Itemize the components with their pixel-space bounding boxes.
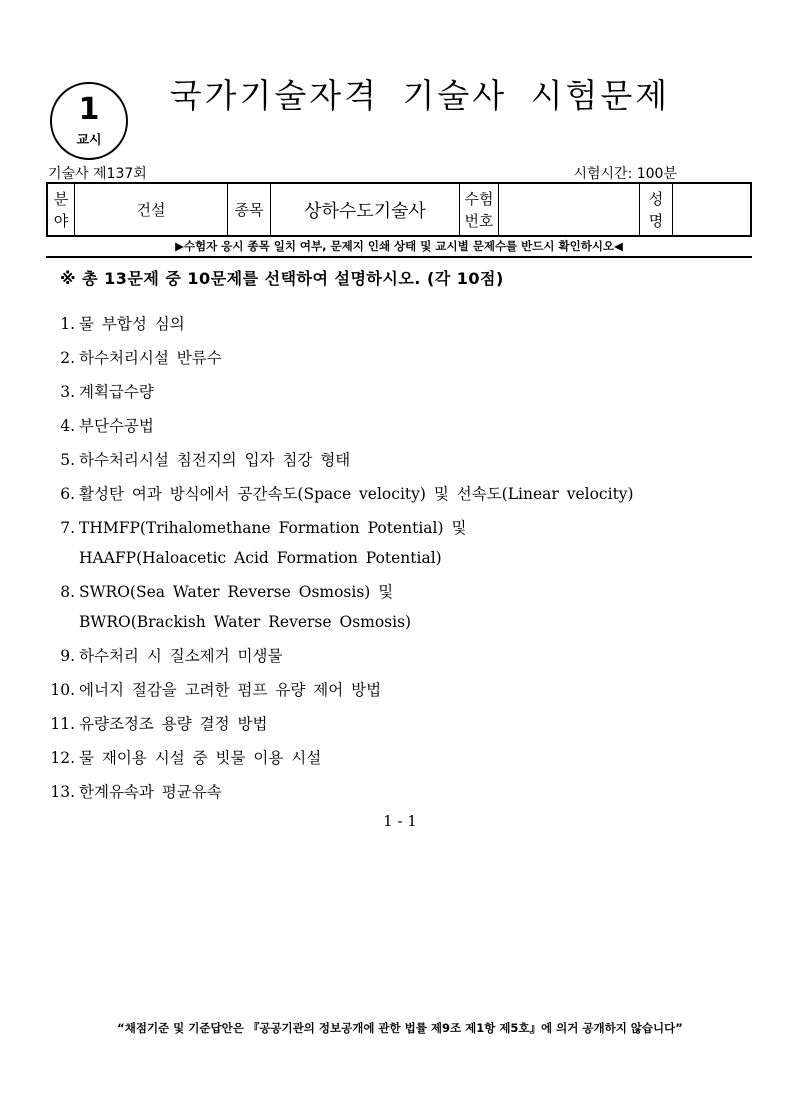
question-text-line1: THMFP(Trihalomethane Formation Potential) 및 [79,519,467,537]
question-text: 에너지 절감을 고려한 펌프 유량 제어 방법 [79,681,382,699]
question-text: 물 재이용 시설 중 빗물 이용 시설 [79,749,322,767]
session-badge [50,82,128,160]
question-number: 3. [60,383,75,401]
question-text-line1: SWRO(Sea Water Reverse Osmosis) 및 [79,583,394,601]
disclosure-footer: “채점기준 및 기준답안은 『공공기관의 정보공개에 관한 법률 제9조 제1항 제5호』에 의거 공개하지 않습니다” [117,1021,683,1035]
question-number: 2. [60,349,75,367]
question-number: 9. [60,647,75,665]
notice: ▶수험자 응시 종목 일치 여부, 문제지 인쇄 상태 및 교시별 문제수를 반드시 확인하시오◀ [175,239,623,253]
question-text-line2: BWRO(Brackish Water Reverse Osmosis) [79,613,412,631]
question-item [46,411,746,441]
exam-round: 기술사 제137회 [48,166,147,182]
exam-info-table [46,182,752,237]
field-label-line1: 분 [53,189,69,208]
field-label [47,183,75,236]
question-number: 6. [60,485,75,503]
question-item [46,445,746,475]
name-label [640,183,673,236]
page-number: 1 - 1 [383,812,417,830]
category-label: 종목 [228,183,271,236]
question-text: 하수처리시설 반류수 [79,349,222,367]
name-label-line1: 성 [648,189,664,208]
name-label-line2: 명 [648,211,664,230]
question-number: 7. [60,519,75,537]
question-item [46,309,746,339]
question-number: 11. [50,715,75,733]
question-item [46,577,746,637]
question-text: 물 부합성 심의 [79,315,185,333]
question-text [79,513,746,573]
session-label: 교시 [76,132,102,148]
question-item [46,709,746,739]
question-number: 8. [60,583,75,601]
question-text: 하수처리시설 침전지의 입자 침강 형태 [79,451,351,469]
exam-duration: 시험시간: 100분 [573,166,677,182]
question-text-line2: HAAFP(Haloacetic Acid Formation Potential) [79,549,442,567]
exam-number-label-line1: 수험 [464,189,494,208]
question-number: 5. [60,451,75,469]
question-item [46,641,746,671]
field-label-line2: 야 [53,211,69,230]
field-value: 건설 [75,183,228,236]
question-item [46,343,746,373]
question-item [46,743,746,773]
question-text: 유량조정조 용량 결정 방법 [79,715,268,733]
exam-number-field[interactable] [499,183,640,236]
exam-number-label-line2: 번호 [464,211,494,230]
question-number: 4. [60,417,75,435]
question-text: 부단수공법 [79,417,154,435]
question-item [46,513,746,573]
session-number: 1 [78,91,100,127]
page-title: 국가기술자격 기술사 시험문제 [169,76,671,115]
divider [46,256,752,258]
question-text: 계획급수량 [79,383,154,401]
question-number: 10. [50,681,75,699]
question-item [46,675,746,705]
question-number: 13. [50,783,75,801]
question-list [46,309,746,811]
question-item [46,479,746,509]
question-item [46,377,746,407]
question-text [79,577,746,637]
question-text: 하수처리 시 질소제거 미생물 [79,647,283,665]
category-value: 상하수도기술사 [271,183,460,236]
name-field[interactable] [673,183,752,236]
question-text: 한계유속과 평균유속 [79,783,222,801]
question-number: 1. [60,315,75,333]
instruction: ※ 총 13문제 중 10문제를 선택하여 설명하시오. (각 10점) [60,269,504,288]
exam-number-label [460,183,499,236]
question-number: 12. [50,749,75,767]
question-text: 활성탄 여과 방식에서 공간속도(Space velocity) 및 선속도(Linear velocity) [79,485,634,503]
question-item [46,777,746,807]
